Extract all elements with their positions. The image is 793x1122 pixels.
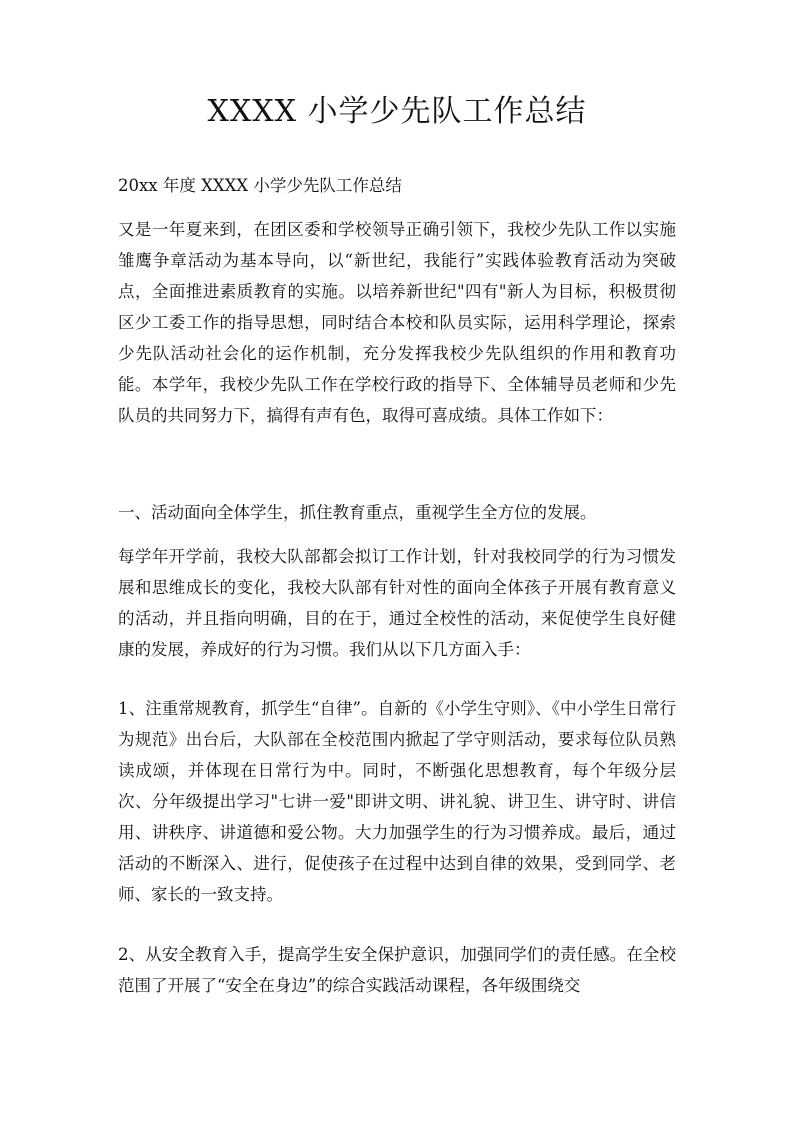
body-paragraph: 2、从安全教育入手，提高学生安全保护意识，加强同学们的责任感。在全校范围了开展了“安全在身边”的综合实践活动课程，各年级围绕交 [118,945,676,995]
body-paragraph: 每学年开学前，我校大队部都会拟订工作计划，针对我校同学的行为习惯发展和思维成长的变化，我校大队部有针对性的面向全体孩子开展有教育意义的活动，并且指向明确，目的在于，通过全校性的活动，来促使学生良好健康的发展，养成好的行为习惯。我们从以下几方面入手： [118,547,676,659]
document-title: XXXX 小学少先队工作总结 [207,94,587,129]
intro-paragraph: 又是一年夏来到，在团区委和学校领导正确引领下，我校少先队工作以实施雏鹰争章活动为基本导向，以“新世纪，我能行”实践体验教育活动为突破点，全面推进素质教育的实施。以培养新世纪"四有"新人为目标，积极贯彻区少工委工作的指导思想，同时结合本校和队员实际，运用科学理论，探索少先队活动社会化的运作机制，充分发挥我校少先队组织的作用和教育功能。本学年，我校少先队工作在学校行政的指导下、全体辅导员老师和少先队员的共同努力下，搞得有声有色，取得可喜成绩。具体工作如下： [118,220,676,425]
section-heading-1: 一、活动面向全体学生，抓住教育重点，重视学生全方位的发展。 [118,503,597,522]
document-subtitle: 20xx 年度 XXXX 小学少先队工作总结 [118,176,402,195]
body-paragraph: 1、注重常规教育，抓学生“自律”。自新的《小学生守则》、《中小学生日常行为规范》出台后，大队部在全校范围内掀起了学守则活动，要求每位队员熟读成颂，并体现在日常行为中。同时，不断强化思想教育，每个年级分层次、分年级提出学习"七讲一爱"即讲文明、讲礼貌、讲卫生、讲守时、讲信用、讲秩序、讲道德和爱公物。大力加强学生的行为习惯养成。最后，通过活动的不断深入、进行，促使孩子在过程中达到自律的效果，受到同学、老师、家长的一致支持。 [118,699,676,904]
